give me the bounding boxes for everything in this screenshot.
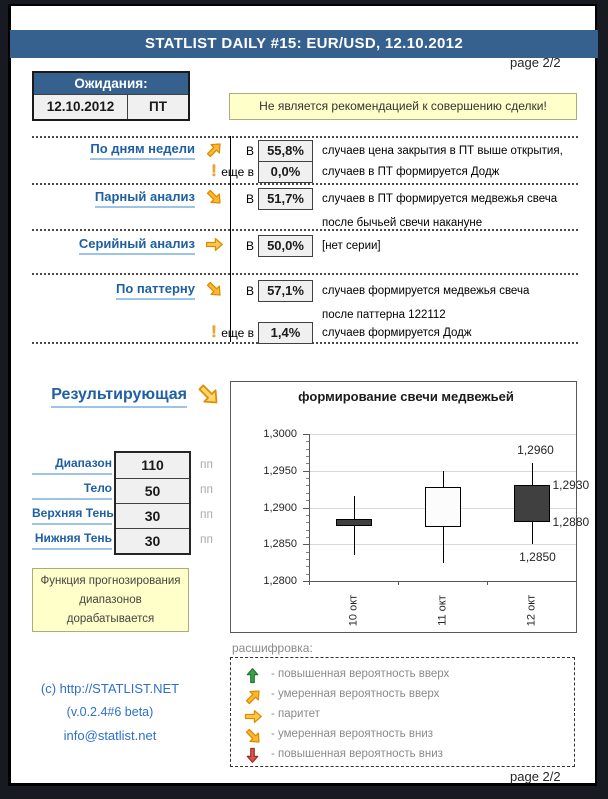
candle-body (336, 519, 372, 526)
note-line: диапазонов (79, 594, 142, 606)
x-tick (309, 581, 310, 585)
note-line: Функция прогнозирования (40, 575, 181, 587)
disclaimer-note: Не является рекомендацией к совершению сделки! (229, 93, 577, 120)
chart-title: формирование свечи медвежьей (298, 389, 514, 404)
report-title: STATLIST DAILY #15: EUR/USD, 12.10.2012 (145, 35, 463, 52)
candle-body (425, 487, 461, 527)
analysis-link-days[interactable]: По дням недели (90, 141, 195, 160)
probability-value: 50,0% (258, 235, 313, 257)
analysis-link-pattern[interactable]: По паттерну (116, 281, 195, 300)
analysis-text: [нет серии] (322, 240, 381, 252)
report-title-bar (10, 30, 598, 58)
prefix-label: еще в (221, 326, 254, 340)
footer-copyright (22, 681, 198, 696)
expectations-date: 12.10.2012 (34, 94, 128, 119)
legend-title: расшифровка: (232, 641, 313, 655)
legend-box (230, 657, 575, 767)
param-unit: пп (200, 507, 213, 521)
probability-value: 1,4% (258, 322, 313, 344)
price-annotation: 1,2930 (552, 478, 590, 493)
analysis-text-continued: после паттерна 122112 (322, 309, 446, 321)
arrow-upright-gold-icon (244, 687, 262, 705)
analysis-link-pair[interactable]: Парный анализ (95, 189, 195, 208)
x-axis-label: 12 окт (525, 594, 537, 627)
probability-value: 0,0% (258, 161, 313, 183)
analysis-row-days (32, 140, 580, 162)
arrow-down-red-icon (244, 747, 262, 765)
prefix-label: В (245, 144, 254, 158)
analysis-text-continued: после бычьей свечи накануне (322, 217, 483, 229)
expectations-table (32, 71, 190, 121)
footer-email (22, 728, 198, 743)
x-axis-label: 11 окт (436, 595, 448, 626)
param-value-column (114, 451, 191, 555)
x-tick (487, 581, 488, 585)
prefix-label: В (245, 284, 254, 298)
page-number-top: page 2/2 (510, 55, 561, 70)
legend-item (231, 686, 574, 706)
analysis-text: случаев формируется Додж (322, 327, 472, 339)
x-axis (309, 581, 576, 582)
legend-item (231, 746, 574, 766)
analysis-row-serial (32, 235, 580, 257)
param-value-range: 110 (141, 457, 164, 473)
probability-value: 57,1% (258, 280, 313, 302)
exclamation-icon: ! (211, 161, 217, 180)
param-value-body: 50 (116, 478, 189, 503)
analysis-text: случаев в ПТ формируется Додж (322, 166, 500, 178)
analysis-text: случаев формируется медвежья свеча (322, 285, 530, 297)
analysis-row-doji-pattern (32, 322, 580, 344)
y-tick-label: 1,2800 (263, 575, 297, 587)
arrow-downright-gold-icon (244, 727, 262, 745)
expectations-weekday: ПТ (128, 94, 188, 119)
legend-text: - повышенная вероятность вниз (271, 748, 443, 760)
chart-canvas (231, 382, 590, 632)
x-axis-label: 10 окт (347, 594, 359, 627)
legend-text: - паритет (271, 708, 320, 720)
price-annotation: 1,2880 (552, 515, 590, 530)
resulting-row (32, 386, 187, 408)
param-value-lower-shadow: 30 (116, 528, 189, 553)
dotted-separator (32, 183, 578, 185)
exclamation-icon: ! (211, 322, 217, 341)
footer-version: (v.0.2.4#6 beta) (66, 705, 154, 719)
page-number-bottom: page 2/2 (510, 769, 561, 784)
dotted-separator (32, 229, 578, 231)
price-annotation: 1,2960 (517, 443, 554, 458)
probability-value: 51,7% (258, 188, 313, 210)
param-unit: пп (200, 532, 213, 546)
y-tick-label: 1,2950 (263, 464, 297, 477)
legend-text: - повышенная вероятность вверх (271, 668, 450, 680)
x-tick (576, 581, 577, 585)
legend-item (231, 706, 574, 726)
resulting-link[interactable]: Результирующая (51, 386, 187, 408)
email-link[interactable]: info@statlist.net (63, 728, 157, 743)
param-label-lower-shadow: Нижняя Тень (32, 527, 112, 550)
analysis-text: случаев в ПТ формируется медвежья свеча (322, 193, 558, 205)
analysis-row-pattern (32, 280, 580, 302)
dotted-separator (32, 273, 578, 275)
probability-value: 55,8% (258, 140, 313, 162)
y-tick-label: 1,3000 (263, 428, 297, 440)
candle-body (514, 485, 550, 522)
legend-item (231, 726, 574, 746)
y-tick-label: 1,2850 (263, 538, 297, 551)
site-link[interactable]: (c) http://STATLIST.NET (40, 681, 180, 696)
legend-item (231, 666, 574, 686)
param-label-range: Диапазон (32, 452, 112, 475)
trend-downright-big-icon (196, 382, 224, 410)
param-unit: пп (200, 457, 213, 471)
y-axis (309, 434, 310, 581)
y-tick-label: 1,2900 (263, 501, 297, 514)
note-line: дорабатывается (66, 613, 155, 625)
forecast-function-note (32, 568, 189, 632)
expectations-row (34, 94, 188, 119)
x-tick (398, 581, 399, 585)
analysis-row-pair (32, 188, 580, 210)
analysis-text: случаев цена закрытия в ПТ выше открытия, (322, 145, 563, 157)
expectations-header: Ожидания: (34, 73, 188, 94)
analysis-link-serial[interactable]: Серийный анализ (79, 236, 195, 255)
param-label-body: Тело (32, 477, 112, 500)
param-unit: пп (200, 482, 213, 496)
param-value-upper-shadow: 30 (116, 503, 189, 528)
prefix-label: В (245, 192, 254, 206)
legend-text: - умеренная вероятность вниз (271, 728, 434, 740)
analysis-row-doji-days (32, 161, 580, 183)
candle-wick (354, 496, 355, 555)
legend-text: - умеренная вероятность вверх (271, 688, 440, 700)
dotted-separator (32, 136, 578, 138)
param-label-upper-shadow: Верхняя Тень (32, 502, 112, 525)
arrow-right-gold-icon (244, 707, 262, 725)
prefix-label: еще в (221, 165, 254, 179)
price-annotation: 1,2850 (519, 550, 556, 565)
gridline (309, 434, 576, 435)
arrow-up-green-icon (244, 667, 262, 685)
prefix-label: В (245, 239, 254, 253)
chart (230, 381, 590, 633)
